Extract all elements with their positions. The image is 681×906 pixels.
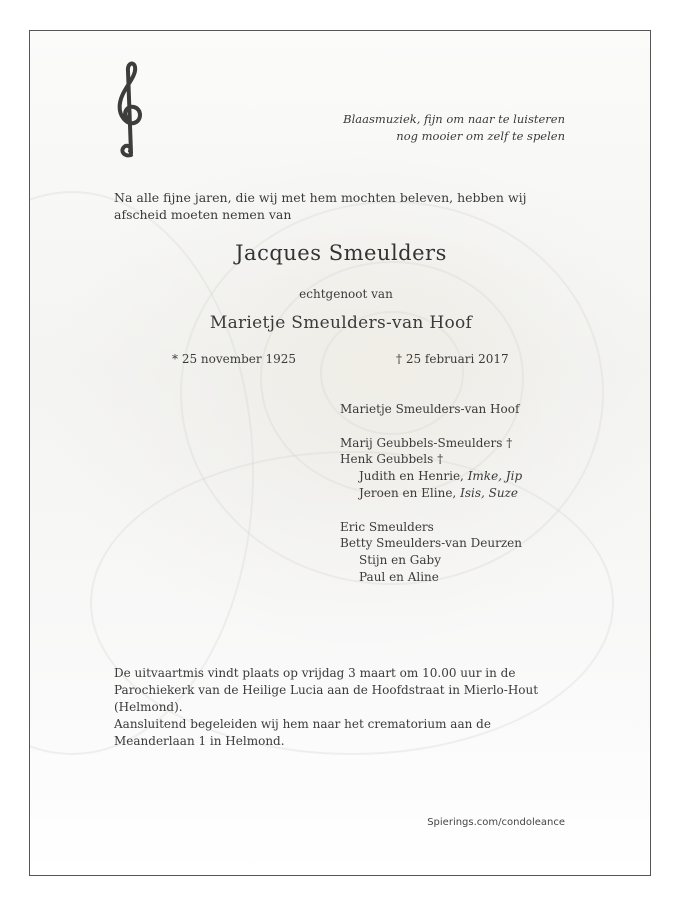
great-grandchildren: Imke, Jip [467, 469, 523, 484]
grandchild-couple: Stijn en Gaby [359, 553, 441, 568]
funeral-line: Aansluitend begeleiden wij hem naar het crematorium aan de [114, 717, 491, 731]
deceased-name: Jacques Smeulders [235, 241, 447, 265]
spouse-label: echtgenoot van [299, 287, 393, 301]
treble-clef-icon [112, 59, 148, 159]
funeral-line: (Helmond). [114, 700, 183, 714]
grandchild-couple: Judith en Henrie, [359, 469, 464, 484]
funeral-info [114, 665, 554, 750]
funeral-line: Parochiekerk van de Heilige Lucia aan de Hoofdstraat in Mierlo-Hout [114, 683, 539, 697]
death-notice-card [29, 30, 651, 876]
motto [343, 111, 565, 145]
funeral-line: Meanderlaan 1 in Helmond. [114, 734, 285, 748]
birth-date: * 25 november 1925 [172, 352, 296, 366]
grandchildren-line [340, 468, 522, 485]
death-date: † 25 februari 2017 [396, 352, 509, 366]
grandchildren-line [340, 485, 522, 502]
grandchild-couple: Paul en Aline [359, 569, 439, 584]
spouse-name: Marietje Smeulders-van Hoof [209, 313, 473, 333]
family-member: Henk Geubbels † [340, 452, 444, 467]
great-grandchildren: Isis, Suze [460, 485, 518, 500]
family-member: Marij Geubbels-Smeulders † [340, 435, 513, 450]
grandchild-couple: Jeroen en Eline, [359, 485, 457, 500]
funeral-line: De uitvaartmis vindt plaats op vrijdag 3 maart om 10.00 uur in de [114, 666, 516, 680]
family-member: Eric Smeulders [340, 519, 434, 534]
family-member: Betty Smeulders-van Deurzen [340, 536, 522, 551]
motto-line: nog mooier om zelf te spelen [396, 129, 565, 143]
family-member: Marietje Smeulders-van Hoof [340, 402, 520, 416]
condolence-website: Spierings.com/condoleance [427, 817, 565, 828]
intro-text: Na alle fijne jaren, die wij met hem mochten beleven, hebben wij afscheid moeten nemen van [114, 190, 527, 222]
family-list [340, 401, 522, 603]
motto-line: Blaasmuziek, fijn om naar te luisteren [343, 112, 565, 126]
